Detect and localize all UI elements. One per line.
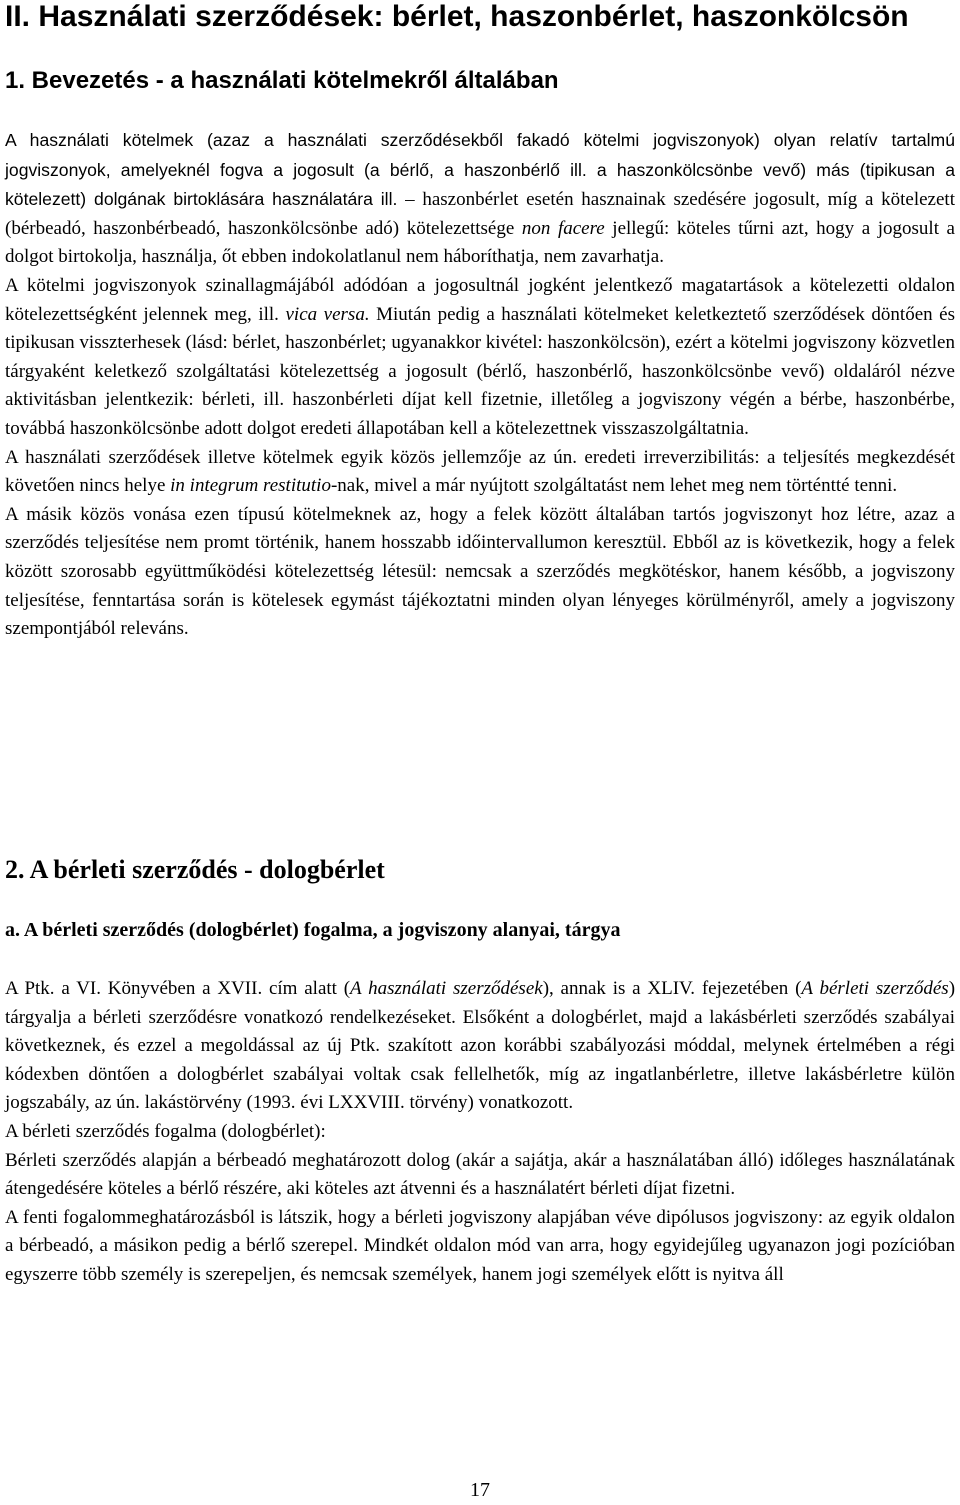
paragraph: A használati szerződések illetve kötelmek egyik közös jellemzője az ún. eredeti irreverzibilitás: a teljesítés megkezdését követően nincs helye in integrum restitutio-nak, mivel a már nyújtott szolgáltatást nem lehet meg nem történtté tenni. <box>5 446 955 497</box>
paragraph: A használati kötelmek (azaz a használati szerződésekből fakadó kötelmi jogviszonyok) olyan relatív tartalmú jogviszonyok, amelyeknél fogva a jogosult (a bérlő, a haszonbérlő ill. a haszonkölcsönbe vevő) más (tipikusan a kötelezett) dolgának birtoklására használatára ill. – haszonbérlet esetén hasznainak szedésére jogosult, míg a kötelezett (bérbeadó, haszonbérbeadó, haszonkölcsönbe adó) kötelezettsége non facere jellegű: köteles tűrni azt, hogy a jogosult a dolgot birtokolja, használja, őt ebben indokolatlanul nem háboríthatja, nem zavarhatja. <box>5 130 955 268</box>
section-1-body <box>5 126 955 644</box>
section-2-body <box>5 975 955 1290</box>
section-1-title: 1. Bevezetés - a használati kötelmekről általában <box>5 67 559 94</box>
subsection-a-title: a. A bérleti szerződés (dologbérlet) fogalma, a jogviszony alanyai, tárgya <box>5 919 621 941</box>
paragraph: A másik közös vonása ezen típusú kötelmeknek az, hogy a felek között általában tartós jogviszonyt hoz létre, azaz a szerződés teljesítése nem promt történik, hanem hosszabb időintervallumon keresztül. Ebből az is következik, hogy a felek között szorosabb együttműködési kötelezettség létesül: nemcsak a szerződés megkötéskor, hanem később, a jogviszony teljesítése, fenntartása során is kötelesek egymást tájékoztatni minden olyan lényeges körülményről, amely a jogviszony szempontjából releváns. <box>5 503 955 640</box>
paragraph: A bérleti szerződés fogalma (dologbérlet): <box>5 1120 326 1142</box>
paragraph: A kötelmi jogviszonyok szinallagmájából adódóan a jogosultnál jogként jelentkező magatartások a kötelezetti oldalon kötelezettségként jelennek meg, ill. vica versa. Miután pedig a használati kötelmeket keletkeztető szerződések döntően és tipikusan visszterhesek (lásd: bérlet, haszonbérlet; ugyanakkor kivétel: haszonkölcsön), ezért a kötelmi jogviszony közvetlen tárgyaként keletkező szolgáltatási kötelezettség a jogosult (bérlő, haszonbérlő, haszonkölcsönbe vevő) oldaláról nézve aktivitásban jelentkezik: bérleti, ill. haszonbérleti díjat kell fizetnie, illetőleg a jogviszony végén a bérbe, haszonbérbe, továbbá haszonkölcsönbe adott dolgot eredeti állapotában kell a kötelezettnek visszaszolgáltatnia. <box>5 274 956 439</box>
paragraph: Bérleti szerződés alapján a bérbeadó meghatározott dolog (akár a sajátja, akár a használatában álló) időleges használatának átengedésére köteles a bérlő részére, aki köteles azt átvenni és a használatért bérleti díjat fizetni. <box>5 1149 955 1200</box>
paragraph: A fenti fogalommeghatározásból is látszik, hogy a bérleti jogviszony alapjában véve dipólusos jogviszony: az egyik oldalon a bérbeadó, a másikon pedig a bérlő szerepel. Mindkét oldalon mód van arra, hogy egyidejűleg ugyanazon jogi pozícióban egyszerre több személy is szerepeljen, és nemcsak személyek, hanem jogi személyek előtt is nyitva áll <box>5 1206 955 1285</box>
section-2-title: 2. A bérleti szerződés - dologbérlet <box>5 855 385 884</box>
paragraph: A Ptk. a VI. Könyvében a XVII. cím alatt (A használati szerződések), annak is a XLIV. fejezetében (A bérleti szerződés) tárgyalja a bérleti szerződésre vonatkozó rendelkezéseket. Elsőként a dologbérlet, majd a lakásbérleti szerződés szabályai következnek, és ezzel a megoldással az új Ptk. szakított azon korábbi szabályozási móddal, melynek értelmében a régi kódexben döntően a dologbérlet szabályai voltak csak fellelhetők, míg az ingatlanbérletre, illetve lakásbérletre külön jogszabály, az ún. lakástörvény (1993. évi LXXVIII. törvény) vonatkozott. <box>5 978 956 1114</box>
intro-sentence: A használati kötelmek (azaz a használati szerződésekből fakadó kötelmi jogviszonyok) olyan relatív tartalmú jogviszonyok, amelyeknél fogva a jogosult (a bérlő, a haszonbérlő ill. a haszonkölcsönbe vevő) más (tipikusan a kötelezett) dolgának birtoklására használatára ill. <box>5 130 955 210</box>
page-number: 17 <box>470 1479 490 1501</box>
chapter-title: II. Használati szerződések: bérlet, haszonbérlet, haszonkölcsön <box>5 0 909 33</box>
